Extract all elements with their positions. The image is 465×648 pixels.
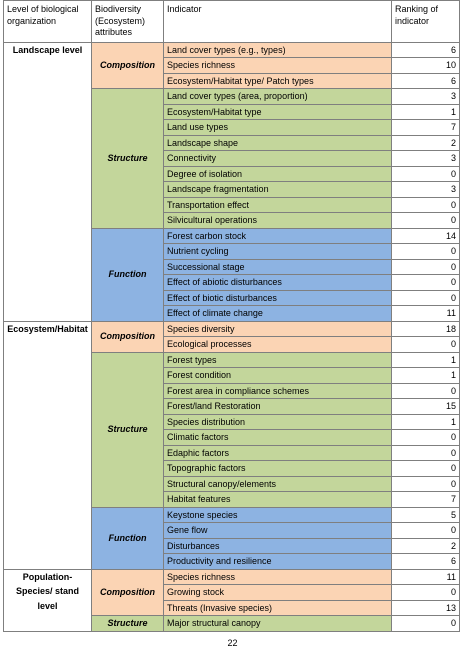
header-ranking: Ranking of indicator <box>392 1 460 43</box>
rank-cell: 0 <box>392 523 460 539</box>
header-row <box>4 1 460 43</box>
rank-cell: 11 <box>392 306 460 322</box>
indicator-cell: Ecological processes <box>164 337 392 353</box>
rank-cell: 1 <box>392 414 460 430</box>
rank-cell: 0 <box>392 213 460 229</box>
table-row <box>4 569 460 585</box>
rank-cell: 0 <box>392 430 460 446</box>
indicator-cell: Effect of biotic disturbances <box>164 290 392 306</box>
rank-cell: 0 <box>392 244 460 260</box>
rank-cell: 14 <box>392 228 460 244</box>
rank-cell: 0 <box>392 259 460 275</box>
rank-cell: 2 <box>392 135 460 151</box>
indicator-cell: Forest area in compliance schemes <box>164 383 392 399</box>
attribute-function: Function <box>92 228 164 321</box>
rank-cell: 0 <box>392 461 460 477</box>
rank-cell: 0 <box>392 383 460 399</box>
rank-cell: 3 <box>392 182 460 198</box>
rank-cell: 1 <box>392 368 460 384</box>
indicator-cell: Growing stock <box>164 585 392 601</box>
table-row <box>4 42 460 58</box>
indicator-cell: Connectivity <box>164 151 392 167</box>
rank-cell: 0 <box>392 337 460 353</box>
rank-cell: 6 <box>392 554 460 570</box>
rank-cell: 13 <box>392 600 460 616</box>
indicator-cell: Keystone species <box>164 507 392 523</box>
indicator-cell: Nutrient cycling <box>164 244 392 260</box>
rank-cell: 3 <box>392 151 460 167</box>
header-indicator: Indicator <box>164 1 392 43</box>
indicator-cell: Gene flow <box>164 523 392 539</box>
table-row <box>4 321 460 337</box>
indicator-cell: Transportation effect <box>164 197 392 213</box>
indicator-cell: Effect of abiotic disturbances <box>164 275 392 291</box>
header-attribute: Biodiversity (Ecosystem) attributes <box>92 1 164 43</box>
indicator-cell: Successional stage <box>164 259 392 275</box>
indicator-cell: Landscape shape <box>164 135 392 151</box>
attribute-structure: Structure <box>92 616 164 632</box>
rank-cell: 7 <box>392 120 460 136</box>
attribute-structure: Structure <box>92 352 164 507</box>
indicator-cell: Forest/land Restoration <box>164 399 392 415</box>
attribute-structure: Structure <box>92 89 164 229</box>
indicator-cell: Forest types <box>164 352 392 368</box>
indicator-cell: Ecosystem/Habitat type <box>164 104 392 120</box>
level-ecosystem: Ecosystem/Habitat <box>4 321 92 569</box>
indicator-cell: Species richness <box>164 58 392 74</box>
indicator-cell: Degree of isolation <box>164 166 392 182</box>
indicator-cell: Land cover types (area, proportion) <box>164 89 392 105</box>
indicator-cell: Productivity and resilience <box>164 554 392 570</box>
indicator-cell: Silvicultural operations <box>164 213 392 229</box>
indicator-cell: Land use types <box>164 120 392 136</box>
indicator-table <box>3 0 460 632</box>
rank-cell: 2 <box>392 538 460 554</box>
attribute-composition: Composition <box>92 569 164 616</box>
rank-cell: 10 <box>392 58 460 74</box>
indicator-cell: Species richness <box>164 569 392 585</box>
rank-cell: 15 <box>392 399 460 415</box>
indicator-cell: Land cover types (e.g., types) <box>164 42 392 58</box>
rank-cell: 1 <box>392 352 460 368</box>
indicator-cell: Habitat features <box>164 492 392 508</box>
rank-cell: 0 <box>392 166 460 182</box>
rank-cell: 0 <box>392 275 460 291</box>
indicator-cell: Effect of climate change <box>164 306 392 322</box>
indicator-cell: Topographic factors <box>164 461 392 477</box>
indicator-cell: Disturbances <box>164 538 392 554</box>
rank-cell: 6 <box>392 73 460 89</box>
header-level: Level of biological organization <box>4 1 92 43</box>
indicator-cell: Major structural canopy <box>164 616 392 632</box>
attribute-function: Function <box>92 507 164 569</box>
rank-cell: 1 <box>392 104 460 120</box>
rank-cell: 0 <box>392 290 460 306</box>
rank-cell: 11 <box>392 569 460 585</box>
indicator-cell: Structural canopy/elements <box>164 476 392 492</box>
rank-cell: 3 <box>392 89 460 105</box>
indicator-cell: Climatic factors <box>164 430 392 446</box>
level-landscape: Landscape level <box>4 42 92 321</box>
rank-cell: 0 <box>392 616 460 632</box>
indicator-cell: Ecosystem/Habitat type/ Patch types <box>164 73 392 89</box>
rank-cell: 7 <box>392 492 460 508</box>
indicator-cell: Forest condition <box>164 368 392 384</box>
indicator-cell: Edaphic factors <box>164 445 392 461</box>
attribute-composition: Composition <box>92 42 164 89</box>
indicator-cell: Landscape fragmentation <box>164 182 392 198</box>
level-population: Population-Species/ stand level <box>4 569 92 631</box>
page-number: 22 <box>227 638 238 648</box>
rank-cell: 0 <box>392 445 460 461</box>
attribute-composition: Composition <box>92 321 164 352</box>
rank-cell: 5 <box>392 507 460 523</box>
indicator-cell: Species distribution <box>164 414 392 430</box>
rank-cell: 0 <box>392 476 460 492</box>
rank-cell: 0 <box>392 585 460 601</box>
rank-cell: 6 <box>392 42 460 58</box>
indicator-cell: Species diversity <box>164 321 392 337</box>
indicator-cell: Threats (Invasive species) <box>164 600 392 616</box>
indicator-cell: Forest carbon stock <box>164 228 392 244</box>
rank-cell: 18 <box>392 321 460 337</box>
rank-cell: 0 <box>392 197 460 213</box>
